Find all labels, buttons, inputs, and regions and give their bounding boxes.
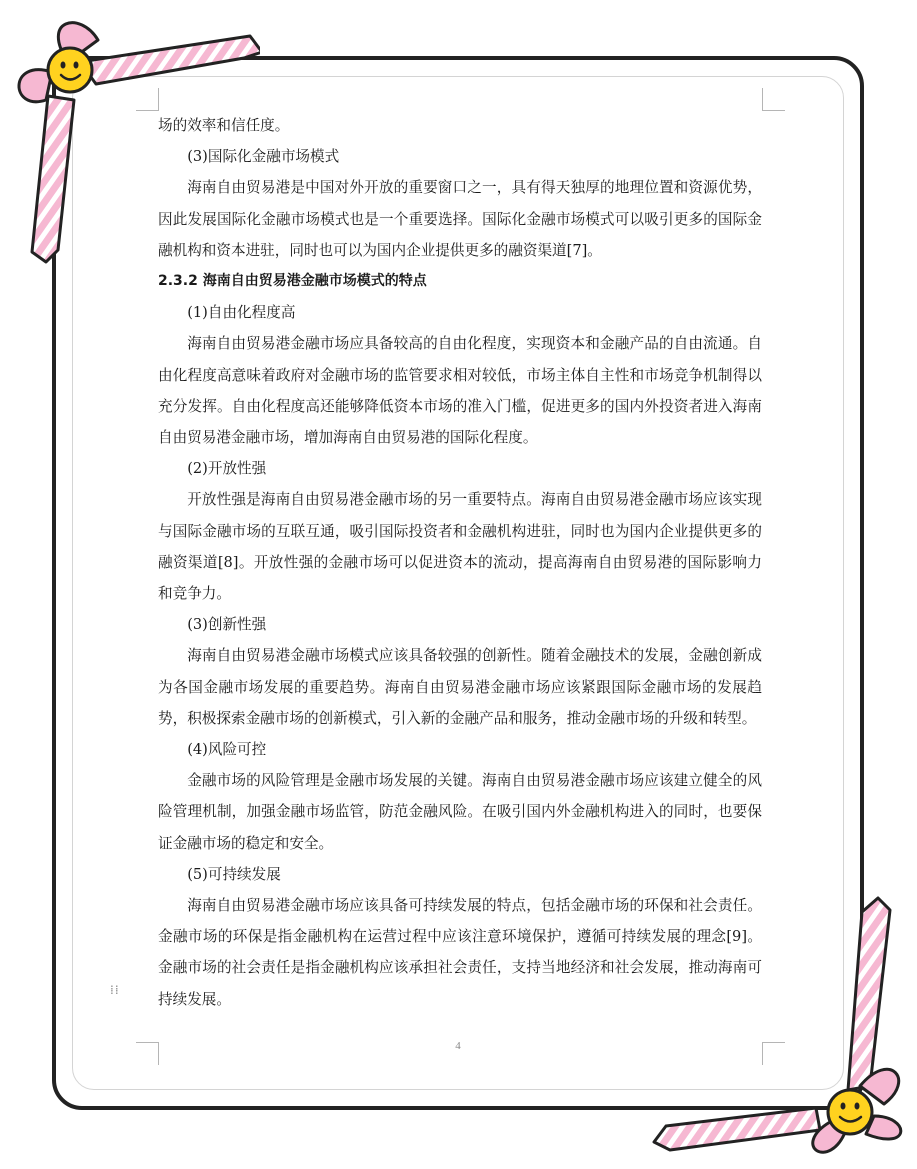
paragraph: 金融市场的风险管理是金融市场发展的关键。海南自由贸易港金融市场应该建立健全的风险管理机制，加强金融市场监管，防范金融风险。在吸引国内外金融机构进入的同时，也要保证金融市场的稳定和安全。 xyxy=(158,772,762,852)
margin-corner-bottom-left xyxy=(136,1042,159,1065)
paragraph: 场的效率和信任度。 xyxy=(158,117,290,134)
subheading: (3)国际化金融市场模式 xyxy=(187,148,340,166)
paragraph: 海南自由贸易港金融市场应该具备可持续发展的特点，包括金融市场的环保和社会责任。金融市场的环保是指金融机构在运营过程中应该注意环境保护，遵循可持续发展的理念[9]。金融市场的社会责任是指金融机构应该承担社会责任，支持当地经济和社会发展，推动海南可持续发展。 xyxy=(158,897,762,1008)
paragraph: 开放性强是海南自由贸易港金融市场的另一重要特点。海南自由贸易港金融市场应该实现与国际金融市场的互联互通，吸引国际投资者和金融机构进驻，同时也为国内企业提供更多的融资渠道[8]。开放性强的金融市场可以促进资本的流动，提高海南自由贸易港的国际影响力和竞争力。 xyxy=(158,491,762,603)
ribbon-bow-bottom-right xyxy=(640,890,917,1169)
subheading: (2)开放性强 xyxy=(187,460,267,478)
smiley-face-icon xyxy=(828,1090,872,1134)
section-heading: 2.3.2 海南自由贸易港金融市场模式的特点 xyxy=(158,273,427,290)
subheading: (3)创新性强 xyxy=(187,616,267,634)
paragraph: 海南自由贸易港金融市场应具备较高的自由化程度，实现资本和金融产品的自由流通。自由化程度高意味着政府对金融市场的监管要求相对较低，市场主体自主性和市场竞争机制得以充分发挥。自由化程度高还能够降低资本市场的准入门槛，促进更多的国内外投资者进入海南自由贸易港金融市场，增加海南自由贸易港的国际化程度。 xyxy=(158,335,762,447)
ribbon-bow-top-left xyxy=(0,0,260,270)
subheading: (4)风险可控 xyxy=(187,741,267,759)
paragraph: 海南自由贸易港金融市场模式应该具备较强的创新性。随着金融技术的发展，金融创新成为各国金融市场发展的重要趋势。海南自由贸易港金融市场应该紧跟国际金融市场的发展趋势，积极探索金融市场的创新模式，引入新的金融产品和服务，推动金融市场的升级和转型。 xyxy=(158,647,762,727)
page-number: 4 xyxy=(455,1040,461,1052)
subheading: (5)可持续发展 xyxy=(187,865,281,883)
paragraph: 海南自由贸易港是中国对外开放的重要窗口之一，具有得天独厚的地理位置和资源优势，因此发展国际化金融市场模式也是一个重要选择。国际化金融市场模式可以吸引更多的国际金融机构和资本进驻，同时也可以为国内企业提供更多的融资渠道[7]。 xyxy=(158,179,762,259)
subheading: (1)自由化程度高 xyxy=(187,304,296,322)
smiley-face-icon xyxy=(48,48,92,92)
drag-handle-icon[interactable]: ⁞⁞ xyxy=(110,983,120,997)
margin-corner-top-right xyxy=(762,88,785,111)
